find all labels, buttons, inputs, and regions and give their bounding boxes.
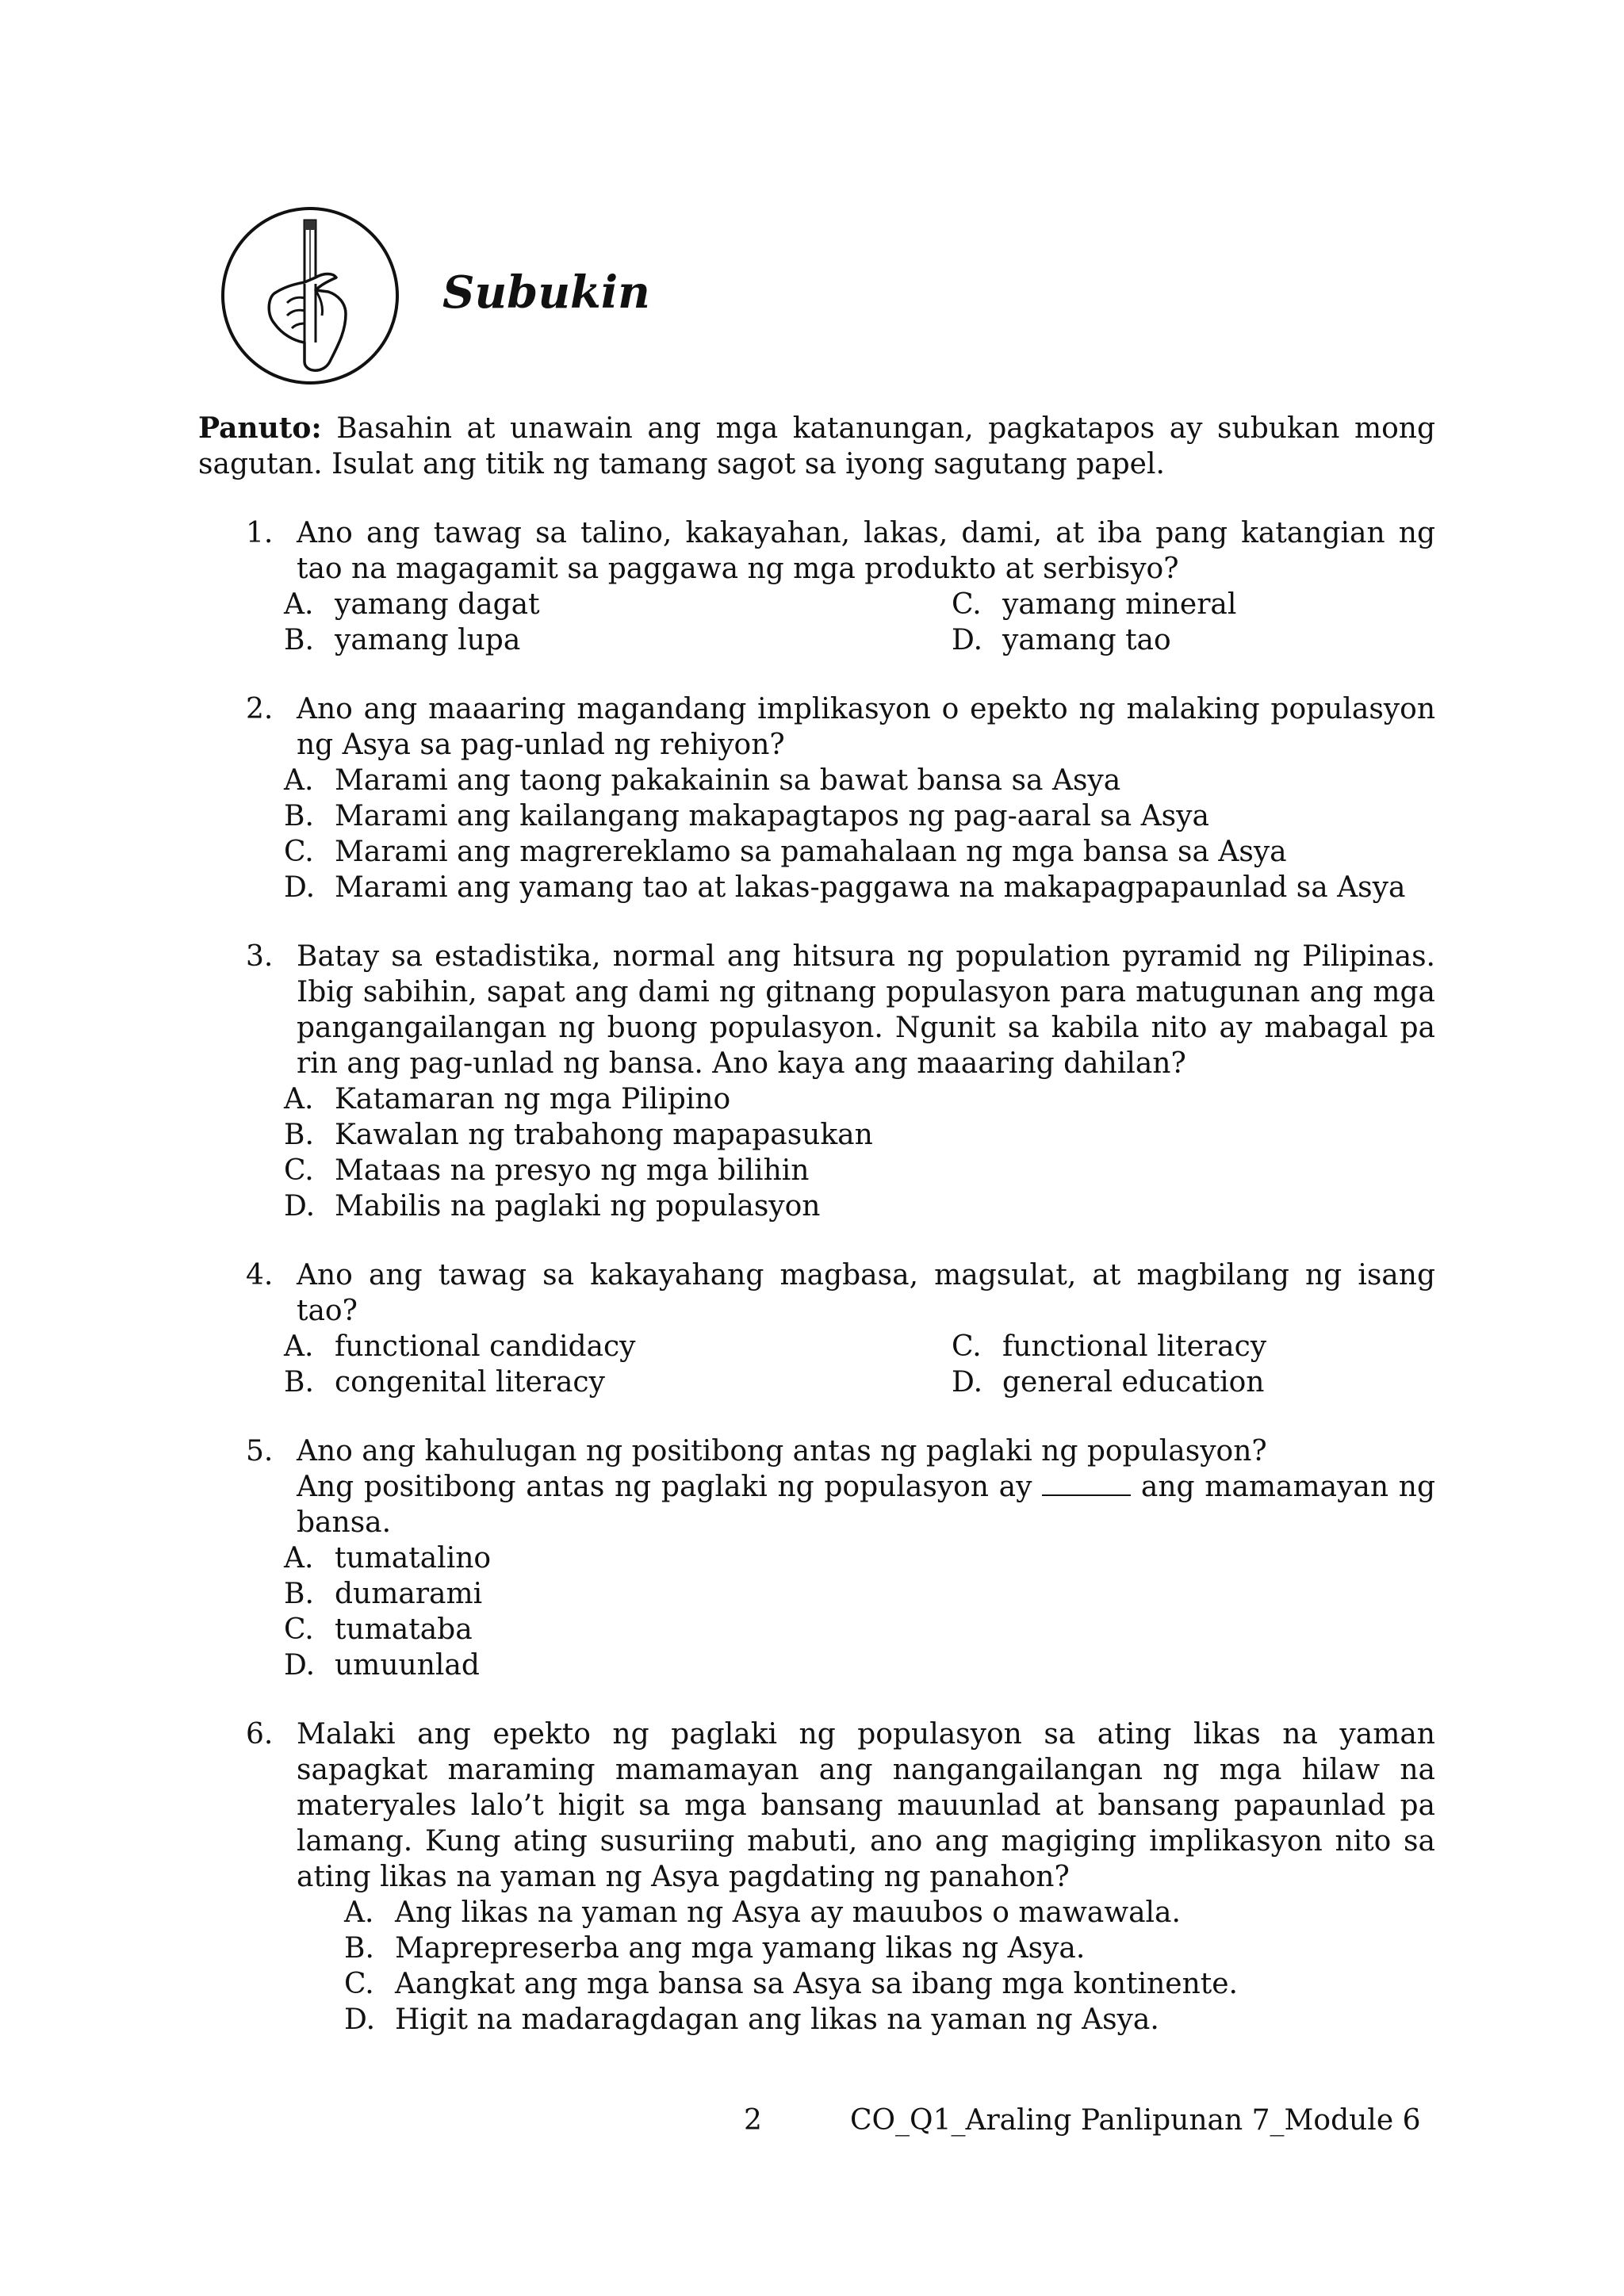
question-text: Ano ang tawag sa talino, kakayahan, lakas, dami, at iba pang katangian ng tao na magagamit sa paggawa ng mga produkto at serbisyo? (297, 517, 1435, 585)
choice-letter: B. (284, 800, 314, 832)
choice-c (952, 587, 1522, 622)
choice-text: Marami ang taong pakakainin sa bawat bansa sa Asya (335, 764, 1121, 797)
choice-letter: A. (344, 1896, 374, 1929)
choice-text: functional candidacy (335, 1330, 636, 1363)
question-text: Batay sa estadistika, normal ang hitsura ng population pyramid ng Pilipinas. Ibig sabihin, sapat ang dami ng gitnang populasyon para matugunan ang mga pangangailangan ng buong populasyon. Ngunit sa kabila nito ay mabagal pa rin ang pag-unlad ng bansa. Ano kaya ang maaaring dahilan? (297, 940, 1435, 1080)
choice-c (284, 1612, 1435, 1647)
question-text: Ano ang tawag sa kakayahang magbasa, magsulat, at magbilang ng isang tao? (297, 1259, 1435, 1327)
choice-d (284, 1188, 1435, 1224)
question-6 (198, 1716, 1435, 2038)
choice-b (284, 798, 1435, 834)
choice-text: Kawalan ng trabahong mapapasukan (335, 1119, 873, 1151)
choice-c (284, 1153, 1435, 1188)
choice-text: tumataba (335, 1613, 473, 1646)
choice-text: Mataas na presyo ng mga bilihin (335, 1154, 810, 1187)
choice-d (284, 1647, 1435, 1683)
choice-letter: C. (344, 1968, 374, 2000)
choice-text: dumarami (335, 1578, 483, 1610)
choice-letter: B. (284, 1578, 314, 1610)
choice-letter: A. (284, 1330, 314, 1363)
choice-b (284, 1576, 1435, 1612)
instructions-label: Panuto: (198, 411, 322, 445)
choice-letter: A. (284, 1542, 314, 1575)
choice-letter: A. (284, 764, 314, 797)
choice-letter: D. (284, 1649, 316, 1682)
instructions-text: Basahin at unawain ang mga katanungan, pagkatapos ay subukan mong sagutan. Isulat ang titik ng tamang sagot sa iyong sagutang papel. (198, 412, 1435, 480)
choice-text: yamang mineral (1002, 588, 1237, 621)
choice-text: Maprepreserba ang mga yamang likas ng Asya. (395, 1932, 1086, 1965)
choice-b (284, 622, 952, 658)
choice-letter: C. (952, 588, 982, 621)
choice-a (284, 1081, 1435, 1117)
choice-b (284, 1364, 952, 1400)
choices (284, 763, 1435, 905)
choice-text: yamang lupa (335, 624, 521, 656)
choices (284, 1081, 1435, 1224)
question-line: Ano ang kahulugan ng positibong antas ng paglaki ng populasyon? (297, 1435, 1267, 1468)
choice-letter: C. (284, 1154, 314, 1187)
choice-text: Ang likas na yaman ng Asya ay mauubos o mawawala. (395, 1896, 1181, 1929)
choices (344, 1895, 1435, 2038)
choice-letter: B. (284, 1366, 314, 1399)
choice-text: Marami ang yamang tao at lakas-paggawa na makapagpapaunlad sa Asya (335, 871, 1406, 904)
question-number: 3. (246, 940, 274, 973)
choice-a (284, 763, 1435, 798)
question-5 (198, 1433, 1435, 1683)
question-4 (198, 1257, 1435, 1400)
choice-text: Higit na madaragdagan ang likas na yaman ng Asya. (395, 2003, 1159, 2036)
choice-c (284, 834, 1435, 870)
instructions (198, 411, 1435, 482)
answer-blank (1042, 1471, 1131, 1496)
choice-text: tumatalino (335, 1542, 492, 1575)
module-code: CO_Q1_Araling Panlipunan 7_Module 6 (850, 2104, 1421, 2137)
choices (284, 587, 1435, 658)
question-number: 2. (246, 693, 274, 725)
question-number: 4. (246, 1259, 274, 1292)
choices (284, 1540, 1435, 1683)
question-number: 1. (246, 517, 274, 549)
page-number: 2 (744, 2104, 762, 2137)
choice-d (344, 2002, 1435, 2038)
choice-b (284, 1117, 1435, 1153)
choice-c (952, 1329, 1522, 1364)
choice-letter: A. (284, 1083, 314, 1115)
choice-letter: B. (284, 1119, 314, 1151)
question-text: Malaki ang epekto ng paglaki ng populasyon sa ating likas na yaman sapagkat maraming mamamayan ang nangangailangan ng mga hilaw na materyales lalo’t higit sa mga bansang mauunlad at bansang papaunlad pa lamang. Kung ating susuriing mabuti, ano ang magiging implikasyon nito sa ating likas na yaman ng Asya pagdating ng panahon? (297, 1718, 1435, 1893)
choices (284, 1329, 1435, 1400)
choice-text: Mabilis na paglaki ng populasyon (335, 1190, 821, 1223)
choice-a (284, 587, 952, 622)
choice-letter: B. (284, 624, 314, 656)
question-blank-after: ang mamamayan ng bansa. (297, 1471, 1435, 1539)
choice-text: congenital literacy (335, 1366, 605, 1399)
choice-text: general education (1002, 1366, 1265, 1399)
choice-text: yamang tao (1002, 624, 1171, 656)
choice-letter: C. (284, 1613, 314, 1646)
choice-d (952, 622, 1522, 658)
choice-text: Katamaran ng mga Pilipino (335, 1083, 731, 1115)
choice-letter: C. (284, 836, 314, 868)
choice-letter: B. (344, 1932, 374, 1965)
question-number: 6. (246, 1718, 274, 1751)
choice-text: Marami ang kailangang makapagtapos ng pag-aaral sa Asya (335, 800, 1209, 832)
choice-text: yamang dagat (335, 588, 540, 621)
choice-a (344, 1895, 1435, 1931)
choice-letter: A. (284, 588, 314, 621)
choice-text: umuunlad (335, 1649, 480, 1682)
choice-letter: D. (952, 1366, 983, 1399)
question-blank-before: Ang positibong antas ng paglaki ng populasyon ay (297, 1471, 1032, 1503)
choice-text: functional literacy (1002, 1330, 1267, 1363)
choice-letter: D. (344, 2003, 376, 2036)
choice-c (344, 1966, 1435, 2002)
question-text (297, 1433, 1435, 1540)
choice-letter: D. (284, 1190, 316, 1223)
content (198, 411, 1435, 2071)
choice-a (284, 1329, 952, 1364)
question-1 (198, 515, 1435, 658)
question-2 (198, 691, 1435, 905)
choice-d (284, 870, 1435, 905)
question-3 (198, 939, 1435, 1224)
hand-holding-pencil-icon (219, 205, 401, 387)
question-number: 5. (246, 1435, 274, 1468)
section-title: Subukin (442, 266, 650, 319)
choice-letter: D. (284, 871, 316, 904)
choice-text: Marami ang magrereklamo sa pamahalaan ng mga bansa sa Asya (335, 836, 1287, 868)
question-text: Ano ang maaaring magandang implikasyon o epekto ng malaking populasyon ng Asya sa pag-unlad ng rehiyon? (297, 693, 1435, 761)
choice-d (952, 1364, 1522, 1400)
choice-letter: C. (952, 1330, 982, 1363)
choice-letter: D. (952, 624, 983, 656)
choice-a (284, 1540, 1435, 1576)
choice-b (344, 1931, 1435, 1966)
choice-text: Aangkat ang mga bansa sa Asya sa ibang mga kontinente. (395, 1968, 1238, 2000)
